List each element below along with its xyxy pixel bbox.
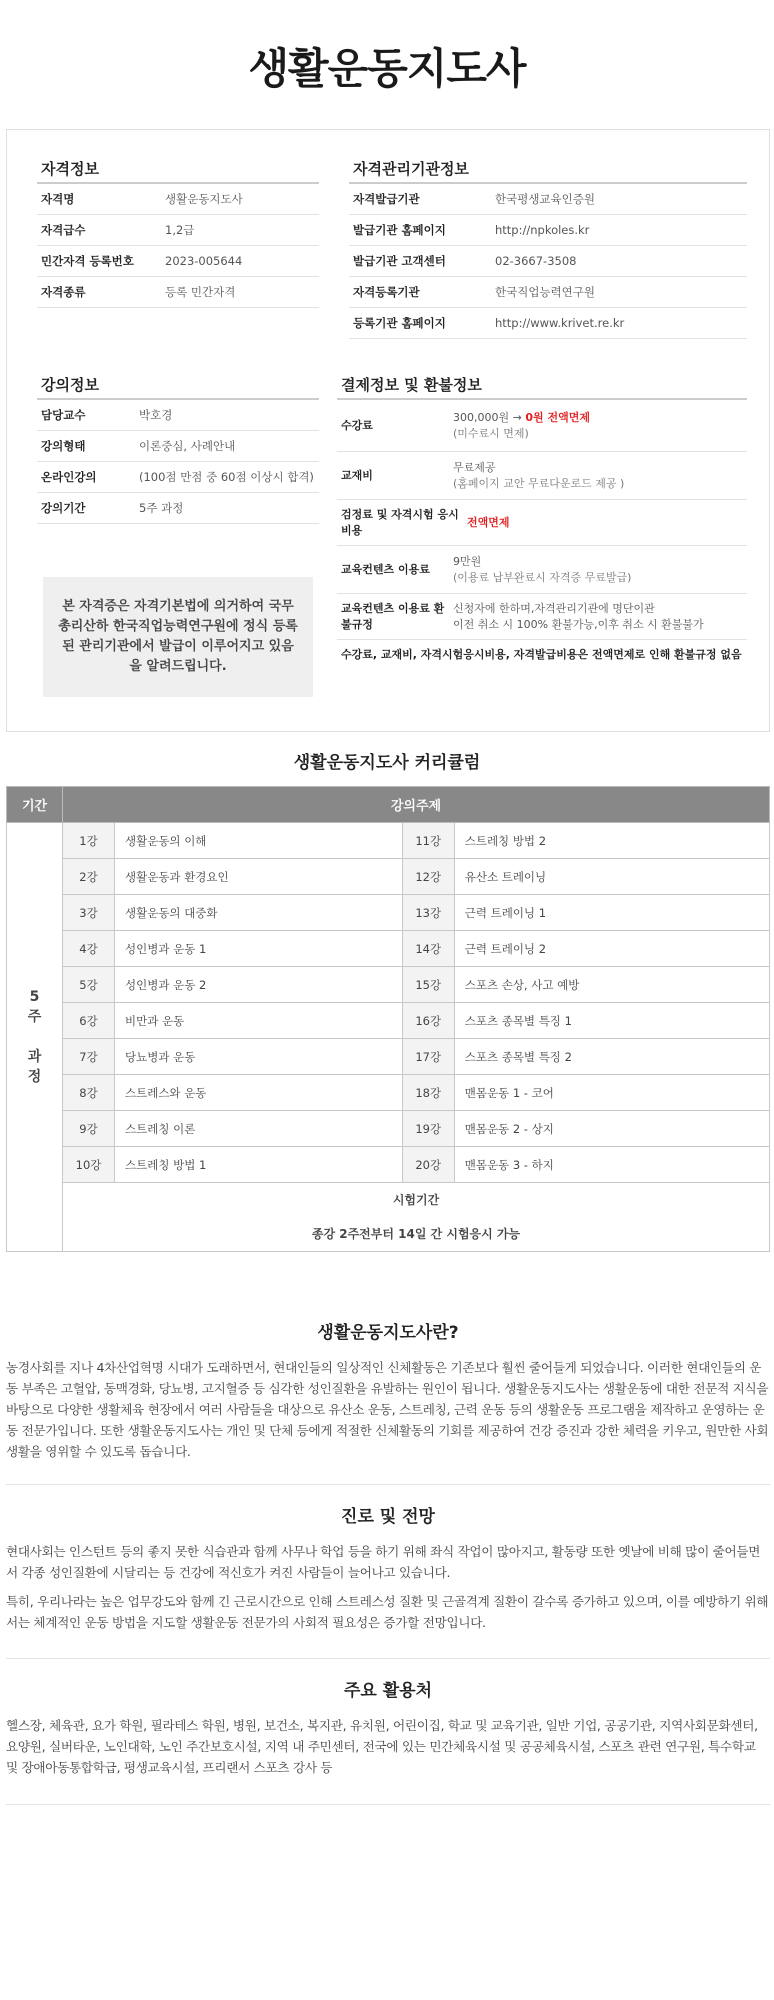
agency-info-row bbox=[349, 277, 747, 308]
agency-info-value: 02-3667-3508 bbox=[495, 254, 577, 268]
lesson-number: 6강 bbox=[63, 1003, 115, 1039]
lesson-topic: 맨몸운동 1 - 코어 bbox=[454, 1075, 769, 1111]
table-row bbox=[7, 823, 770, 859]
agency-info-title: 자격관리기관정보 bbox=[349, 154, 747, 184]
cert-info-row bbox=[37, 184, 319, 215]
lecture-info-key: 담당교수 bbox=[41, 408, 86, 422]
table-row bbox=[7, 967, 770, 1003]
agency-info-value: http://www.krivet.re.kr bbox=[495, 316, 625, 330]
table-row bbox=[7, 859, 770, 895]
cert-info-key: 자격명 bbox=[41, 192, 75, 206]
cert-info-key: 자격종류 bbox=[41, 285, 86, 299]
lesson-topic: 근력 트레이닝 2 bbox=[454, 931, 769, 967]
lesson-number: 15강 bbox=[402, 967, 454, 1003]
lecture-info-value: 이론중심, 사례안내 bbox=[139, 439, 236, 453]
lesson-topic: 스포츠 손상, 사고 예방 bbox=[454, 967, 769, 1003]
career-text-2: 특히, 우리나라는 높은 업무강도와 함께 긴 근로시간으로 인해 스트레스성 질환 및 근골격계 질환이 갈수록 증가하고 있으며, 이를 예방하기 위해서는 체계적인 운동 방법을 지도할 생활운동 전문가의 사회적 필요성은 증가할 전망입니다. bbox=[6, 1594, 769, 1630]
material-key: 교재비 bbox=[341, 468, 373, 482]
header-topic: 강의주제 bbox=[63, 787, 770, 823]
lesson-topic: 당뇨병과 운동 bbox=[115, 1039, 403, 1075]
payment-title: 결제정보 및 환불정보 bbox=[337, 370, 747, 400]
lesson-number: 7강 bbox=[63, 1039, 115, 1075]
lesson-topic: 생활운동의 이해 bbox=[115, 823, 403, 859]
exam-fee-row bbox=[337, 500, 747, 546]
usage-text: 헬스장, 체육관, 요가 학원, 필라테스 학원, 병원, 보건소, 복지관, 유치원, 어린이집, 학교 및 교육기관, 일반 기업, 공공기관, 지역사회문화센터, 요양원, 실버타운, 노인대학, 노인 주간보호시설, 지역 내 주민센터, 전국에 있는 민간체육시설 및 공공체육시설, 스포츠 관련 연구원, 특수학교 및 장애아동통합학급, 평생교육시설, 프리랜서 스포츠 강사 등 bbox=[6, 1718, 758, 1775]
arrow-icon: → bbox=[512, 410, 522, 424]
lecture-info-title: 강의정보 bbox=[37, 370, 319, 400]
lesson-number: 20강 bbox=[402, 1147, 454, 1183]
about-title: 생활운동지도사란? bbox=[317, 1323, 459, 1343]
agency-info-key: 발급기관 고객센터 bbox=[353, 254, 446, 268]
lesson-topic: 비만과 운동 bbox=[115, 1003, 403, 1039]
content-fee-value: 9만원 bbox=[453, 554, 482, 568]
lesson-number: 1강 bbox=[63, 823, 115, 859]
lesson-number: 8강 bbox=[63, 1075, 115, 1111]
table-row bbox=[7, 1003, 770, 1039]
lesson-number: 3강 bbox=[63, 895, 115, 931]
lecture-info-row bbox=[37, 431, 319, 462]
exam-row bbox=[7, 1183, 770, 1252]
material-row bbox=[337, 452, 747, 500]
table-row bbox=[7, 1075, 770, 1111]
lesson-topic: 근력 트레이닝 1 bbox=[454, 895, 769, 931]
cert-info-key: 민간자격 등록번호 bbox=[41, 254, 134, 268]
agency-info-value: 한국평생교육인증원 bbox=[495, 192, 595, 206]
exam-fee-key: 검정료 및 자격시험 응시비용 bbox=[341, 507, 459, 537]
career-section bbox=[6, 1502, 770, 1633]
lesson-topic: 생활운동의 대중화 bbox=[115, 895, 403, 931]
cert-info-title: 자격정보 bbox=[37, 154, 319, 184]
table-row bbox=[7, 1111, 770, 1147]
agency-info-key: 자격발급기관 bbox=[353, 192, 420, 206]
exam-cell bbox=[63, 1183, 770, 1252]
lecture-info-value: (100점 만점 중 60점 이상시 합격) bbox=[139, 470, 314, 484]
curriculum-header bbox=[7, 787, 770, 823]
refund-line2: 이전 취소 시 100% 환불가능,이후 취소 시 환불불가 bbox=[453, 617, 704, 631]
agency-info-key: 등록기관 홈페이지 bbox=[353, 316, 446, 330]
curriculum-table bbox=[6, 786, 770, 1252]
cert-info-row bbox=[37, 277, 319, 308]
divider bbox=[6, 1484, 770, 1485]
exam-title: 시험기간 bbox=[392, 1193, 440, 1207]
cert-info-key: 자격급수 bbox=[41, 223, 86, 237]
career-text-1: 현대사회는 인스턴트 등의 좋지 못한 식습관과 함께 사무나 학업 등을 하기 위해 좌식 작업이 많아지고, 활동량 또한 옛날에 비해 많이 줄어들면서 각종 성인질환에 시달리는 등 건강에 적신호가 켜진 사람들이 늘어나고 있습니다. bbox=[6, 1544, 761, 1580]
lesson-topic: 스포츠 종목별 특징 2 bbox=[454, 1039, 769, 1075]
usage-title: 주요 활용처 bbox=[343, 1681, 433, 1701]
lesson-topic: 성인병과 운동 2 bbox=[115, 967, 403, 1003]
lesson-number: 13강 bbox=[402, 895, 454, 931]
divider bbox=[6, 1804, 770, 1805]
refund-note: 수강료, 교재비, 자격시험응시비용, 자격발급비용은 전액면제로 인해 환불규정 없음 bbox=[341, 648, 742, 661]
lesson-topic: 스트레칭 이론 bbox=[115, 1111, 403, 1147]
refund-row bbox=[337, 594, 747, 640]
page-title: 생활운동지도사 bbox=[248, 44, 526, 93]
lesson-number: 10강 bbox=[63, 1147, 115, 1183]
lecture-info-value: 박호경 bbox=[139, 408, 173, 422]
agency-info-value: 한국직업능력연구원 bbox=[495, 285, 595, 299]
about-text: 농경사회를 지나 4차산업혁명 시대가 도래하면서, 현대인들의 일상적인 신체활동은 기존보다 훨씬 줄어들게 되었습니다. 이러한 현대인들의 운동 부족은 고혈압, 동맥경화, 당뇨병, 고지혈증 등 심각한 성인질환을 유발하는 원인이 됩니다. 생활운동지도사는 생활운동에 대한 전문적 지식을 바탕으로 다양한 생활체육 현장에서 여러 사람들을 대상으로 유산소 운동, 스트레칭, 근력 운동 등의 생활운동 프로그램을 제작하고 운영하는 운동 전문가입니다. 또한 생활운동지도사는 개인 및 단체 등에게 적절한 신체활동의 기회를 제공하여 건강 증진과 강한 체력을 키우고, 원만한 사회생활을 영위할 수 있도록 돕습니다. bbox=[6, 1360, 769, 1459]
lesson-number: 9강 bbox=[63, 1111, 115, 1147]
agency-info-row bbox=[349, 184, 747, 215]
lecture-info-key: 강의기간 bbox=[41, 501, 86, 515]
about-section bbox=[6, 1318, 770, 1462]
tuition-key: 수강료 bbox=[341, 418, 373, 432]
lesson-number: 19강 bbox=[402, 1111, 454, 1147]
lesson-number: 17강 bbox=[402, 1039, 454, 1075]
lesson-number: 12강 bbox=[402, 859, 454, 895]
agency-info-key: 발급기관 홈페이지 bbox=[353, 223, 446, 237]
exam-desc: 종강 2주전부터 14일 간 시험응시 가능 bbox=[311, 1227, 521, 1241]
lesson-topic: 성인병과 운동 1 bbox=[115, 931, 403, 967]
payment-section bbox=[337, 370, 747, 664]
cert-info-value: 1,2급 bbox=[165, 223, 195, 237]
exam-fee-value: 전액면제 bbox=[467, 515, 510, 529]
lesson-topic: 스트레칭 방법 1 bbox=[115, 1147, 403, 1183]
table-row bbox=[7, 1147, 770, 1183]
lesson-number: 5강 bbox=[63, 967, 115, 1003]
cert-info-value: 2023-005644 bbox=[165, 254, 243, 268]
career-title: 진로 및 전망 bbox=[341, 1507, 435, 1527]
tuition-note: (미수료시 면제) bbox=[453, 426, 529, 440]
lesson-number: 14강 bbox=[402, 931, 454, 967]
lesson-number: 11강 bbox=[402, 823, 454, 859]
lecture-info-key: 온라인강의 bbox=[41, 470, 97, 484]
lecture-info-row bbox=[37, 400, 319, 431]
lesson-topic: 맨몸운동 3 - 하지 bbox=[454, 1147, 769, 1183]
agency-info-row bbox=[349, 215, 747, 246]
table-row bbox=[7, 931, 770, 967]
cert-info-value: 등록 민간자격 bbox=[165, 285, 236, 299]
lesson-topic: 맨몸운동 2 - 상지 bbox=[454, 1111, 769, 1147]
content-fee-key: 교육컨텐츠 이용료 bbox=[341, 562, 430, 576]
tuition-free: 0원 전액면제 bbox=[525, 410, 590, 424]
cert-info-row bbox=[37, 215, 319, 246]
agency-info-row bbox=[349, 308, 747, 339]
lecture-info-section bbox=[37, 370, 319, 524]
refund-key: 교육컨텐츠 이용료 환불규정 bbox=[341, 601, 445, 631]
lesson-number: 18강 bbox=[402, 1075, 454, 1111]
cert-info-value: 생활운동지도사 bbox=[165, 192, 243, 206]
lecture-info-value: 5주 과정 bbox=[139, 501, 184, 515]
table-row bbox=[7, 895, 770, 931]
divider bbox=[6, 1658, 770, 1659]
cert-info-row bbox=[37, 246, 319, 277]
lesson-topic: 스포츠 종목별 특징 1 bbox=[454, 1003, 769, 1039]
material-note: (홈페이지 교안 무료다운로드 제공 ) bbox=[453, 476, 625, 490]
table-row bbox=[7, 1039, 770, 1075]
cert-info-section bbox=[37, 154, 319, 308]
content-fee-note: (이용료 납부완료시 자격증 무료발급) bbox=[453, 570, 632, 584]
agency-info-section bbox=[349, 154, 747, 339]
usage-section bbox=[6, 1676, 770, 1778]
agency-info-key: 자격등록기관 bbox=[353, 285, 420, 299]
content-fee-row bbox=[337, 546, 747, 594]
agency-info-value: http://npkoles.kr bbox=[495, 223, 590, 237]
tuition-price: 300,000원 bbox=[453, 410, 510, 424]
refund-line1: 신청자에 한하며,자격관리기관에 명단이관 bbox=[453, 601, 655, 615]
lesson-topic: 유산소 트레이닝 bbox=[454, 859, 769, 895]
agency-info-row bbox=[349, 246, 747, 277]
lecture-info-key: 강의형태 bbox=[41, 439, 86, 453]
lesson-number: 16강 bbox=[402, 1003, 454, 1039]
lesson-number: 4강 bbox=[63, 931, 115, 967]
lecture-info-row bbox=[37, 493, 319, 524]
lesson-topic: 생활운동과 환경요인 bbox=[115, 859, 403, 895]
lesson-topic: 스트레칭 방법 2 bbox=[454, 823, 769, 859]
header-period: 기간 bbox=[7, 787, 63, 823]
period-cell: 5 주 과 정 bbox=[7, 823, 63, 1252]
info-box bbox=[6, 129, 770, 732]
lesson-topic: 스트레스와 운동 bbox=[115, 1075, 403, 1111]
material-value: 무료제공 bbox=[453, 460, 496, 474]
notice-box: 본 자격증은 자격기본법에 의거하여 국무총리산하 한국직업능력연구원에 정식 등록된 관리기관에서 발급이 이루어지고 있음을 알려드립니다. bbox=[43, 577, 313, 697]
curriculum-title: 생활운동지도사 커리큘럼 bbox=[293, 753, 481, 773]
lecture-info-row bbox=[37, 462, 319, 493]
lesson-number: 2강 bbox=[63, 859, 115, 895]
tuition-row bbox=[337, 400, 747, 452]
